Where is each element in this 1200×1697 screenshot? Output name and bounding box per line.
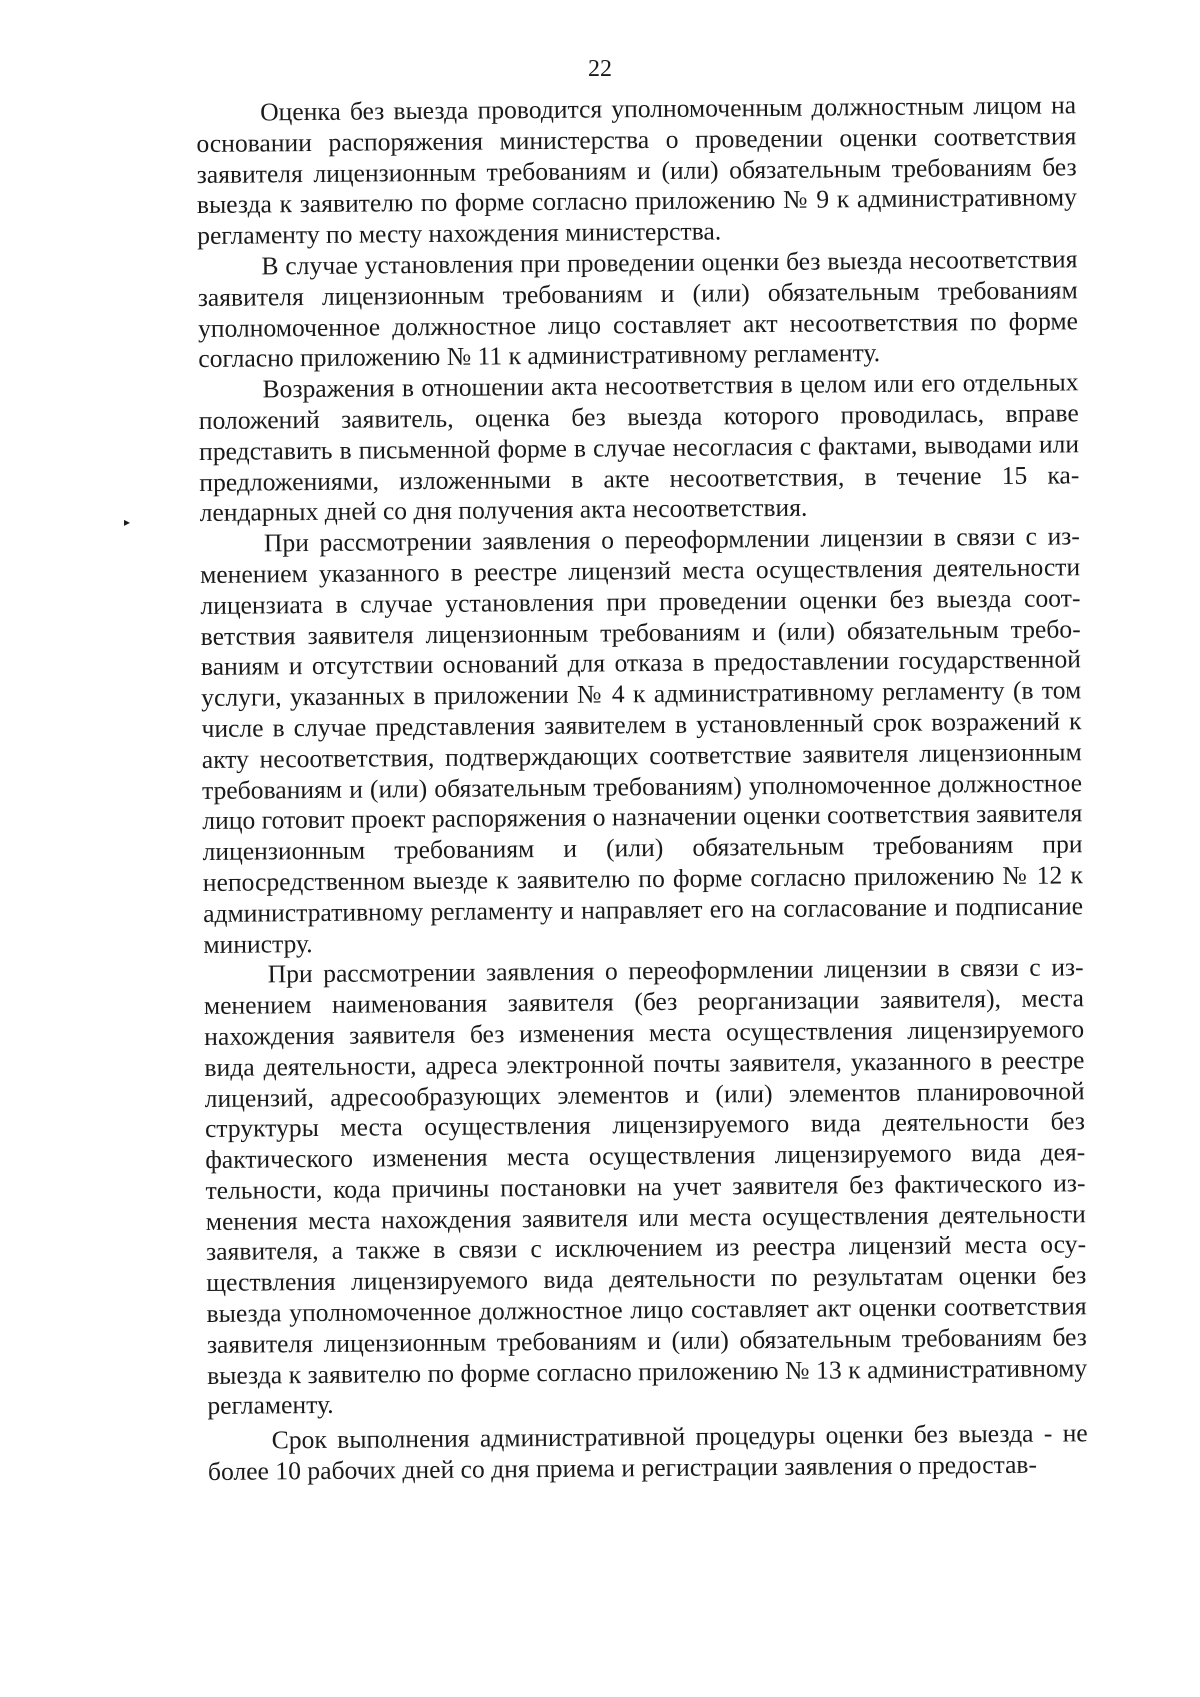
page-number: 22: [588, 56, 612, 82]
paragraph-6: Срок выполнения административной процедуры оценки без выезда - не более 10 рабочих дней со дня приема и регистрации заявления о предостав-: [207, 1418, 1088, 1487]
body-text: [196, 90, 1088, 1487]
paragraph-3: Возражения в отношении акта несоответствия в целом или его отдельных положений заявитель, оценка без выезда которого проводилась, вправе представить в письменной форме в случае несогласия с фактами, выводами или предложениями, изложенными в акте несоответствия, в течение 15 календарных дней со дня получения акта несоответствия.: [198, 367, 1080, 528]
marginal-mark: ▸: [124, 515, 131, 529]
paragraph-1: Оценка без выезда проводится уполномоченным должностным лицом на основании распоряжения министерства о проведении оценки соответствия заявителя лицензионным требованиям и (или) обязательным требованиям без выезда к заявителю по форме согласно приложению № 9 к административному регламенту по месту нахождения министерства.: [196, 90, 1078, 251]
paragraph-5: При рассмотрении заявления о переоформлении лицензии в связи с изменением наименования заявителя (без реорганизации заявителя), места нахождения заявителя без изменения места осуществления лицензируемого вида деятельности, адреса электронной почты заявителя, указанного в реестре лицензий, адресообразующих элементов и (или) элементов планировочной структуры места осуществления лицензируемого вида деятельности без фактического изменения места осуществления лицензируемого вида деятельности, кода причины постановки на учет заявителя без фактического изменения места нахождения заявителя или места осуществления деятельности заявителя, а также в связи с исключением из реестра лицензий места осуществления лицензируемого вида деятельности по результатам оценки без выезда уполномоченное должностное лицо составляет акт оценки соответствия заявителя лицензионным требованиям и (или) обязательным требованиям без выезда к заявителю по форме согласно приложению № 13 к административному регламенту.: [203, 952, 1088, 1421]
paragraph-2: В случае установления при проведении оценки без выезда несоответствия заявителя лицензионным требованиям и (или) обязательным требованиям уполномоченное должностное лицо составляет акт несоответствия по форме согласно приложению № 11 к административному регламенту.: [197, 244, 1079, 374]
paragraph-4: При рассмотрении заявления о переоформлении лицензии в связи с изменением указанного в реестре лицензий места осуществления деятельности лицензиата в случае установления при проведении оценки без выезда соответствия заявителя лицензионным требованиям и (или) обязательным требованиям и отсутствии оснований для отказа в предоставлении государственной услуги, указанных в приложении № 4 к административному регламенту (в том числе в случае представления заявителем в установленный срок возражений к акту несоответствия, подтверждающих соответствие заявителя лицензионным требованиям и (или) обязательным требованиям) уполномоченное должностное лицо готовит проект распоряжения о назначении оценки соответствия заявителя лицензионным требованиям и (или) обязательным требованиям при непосредственном выезде к заявителю по форме согласно приложению № 12 к административному регламенту и направляет его на согласование и подписание министру.: [200, 521, 1084, 959]
